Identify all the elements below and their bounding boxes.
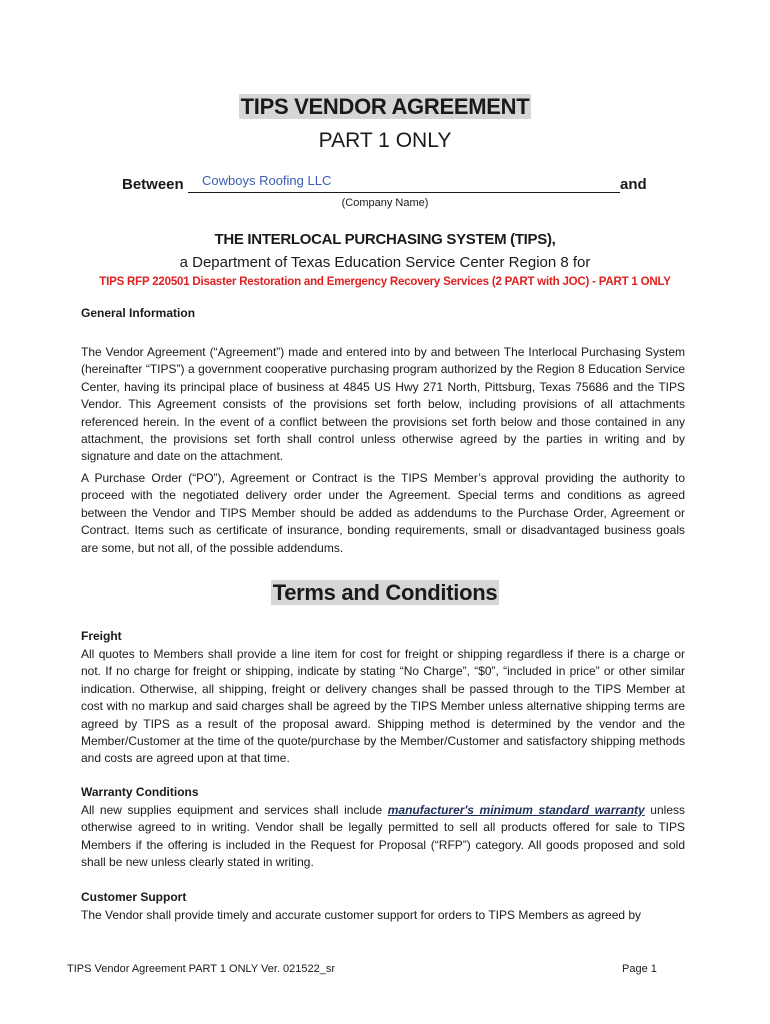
between-label: Between xyxy=(122,176,184,193)
general-information-heading: General Information xyxy=(81,306,196,320)
document-subtitle: PART 1 ONLY xyxy=(318,129,452,152)
freight-heading: Freight xyxy=(81,629,122,643)
general-paragraph-1: The Vendor Agreement (“Agreement”) made and entered into by and between The Interlocal Purchasing System (hereinafter “TIPS”) a government cooperative purchasing program authorized by the Region 8 Education Service Center, having its principal place of business at 4845 US Hwy 271 North, Pittsburg, Texas 75686 and the TIPS Vendor. This Agreement consists of the provisions set forth below, including provisions of all attachments referenced herein. In the event of a conflict between the provisions set forth below and those contained in any attachment, the provisions set forth shall control unless otherwise agreed by the parties in writing and by signature and date on the attachment. xyxy=(81,345,685,464)
and-label: and xyxy=(620,176,647,193)
footer-version: TIPS Vendor Agreement PART 1 ONLY Ver. 021522_sr xyxy=(67,963,336,975)
company-name-caption: (Company Name) xyxy=(341,197,429,209)
warranty-text-start: All new supplies equipment and services shall include xyxy=(81,803,388,817)
warranty-text-end: unless otherwise agreed to in writing. Vendor shall be legally permitted to sell all products offered for sale to TIPS Members if the offering is included in the Request for Proposal (“RFP”) category. All goods proposed and sold shall be new unless clearly stated in writing. xyxy=(81,803,685,870)
terms-heading-block xyxy=(0,580,770,606)
terms-heading: Terms and Conditions xyxy=(272,580,498,605)
warranty-heading: Warranty Conditions xyxy=(81,785,199,799)
footer-page-number: Page 1 xyxy=(622,963,657,975)
document-title: TIPS VENDOR AGREEMENT xyxy=(240,94,530,119)
document-title-block xyxy=(0,94,770,120)
warranty-paragraph xyxy=(81,802,685,872)
organization-name: THE INTERLOCAL PURCHASING SYSTEM (TIPS), xyxy=(214,231,556,248)
department-line: a Department of Texas Education Service Center Region 8 for xyxy=(179,254,591,271)
company-name-underline xyxy=(188,192,620,193)
company-name-field[interactable]: Cowboys Roofing LLC xyxy=(202,173,332,188)
general-paragraph-2: A Purchase Order (“PO”), Agreement or Contract is the TIPS Member’s approval providing the authority to proceed with the negotiated delivery order under the Agreement. Special terms and conditions as agreed between the Vendor and TIPS Member should be added as addendums to the Purchase Order, Agreement or Contract. Items such as certificate of insurance, bonding requirements, small or disadvantaged business goals are some, but not all, of the possible addendums. xyxy=(81,471,685,555)
rfp-line: TIPS RFP 220501 Disaster Restoration and Emergency Recovery Services (2 PART with JOC) - PART 1 ONLY xyxy=(99,276,671,288)
warranty-emphasis: manufacturer's minimum standard warranty xyxy=(387,803,645,817)
customer-support-paragraph: The Vendor shall provide timely and accurate customer support for orders to TIPS Members as agreed by xyxy=(81,908,642,922)
freight-paragraph: All quotes to Members shall provide a line item for cost for freight or shipping regardless if there is a charge or not. If no charge for freight or shipping, indicate by stating “No Charge”, “$0”, “included in price” or other similar indication. Otherwise, all shipping, freight or delivery changes shall be passed through to the TIPS Member at cost with no markup and said charges shall be agreed by the TIPS Member unless alternative shipping terms are agreed by TIPS as a result of the proposal award. Shipping method is determined by the vendor and the Member/Customer at the time of the quote/purchase by the Member/Customer and satisfactory shipping methods and costs are agreed upon at that time. xyxy=(81,647,685,766)
customer-support-heading: Customer Support xyxy=(81,890,187,904)
